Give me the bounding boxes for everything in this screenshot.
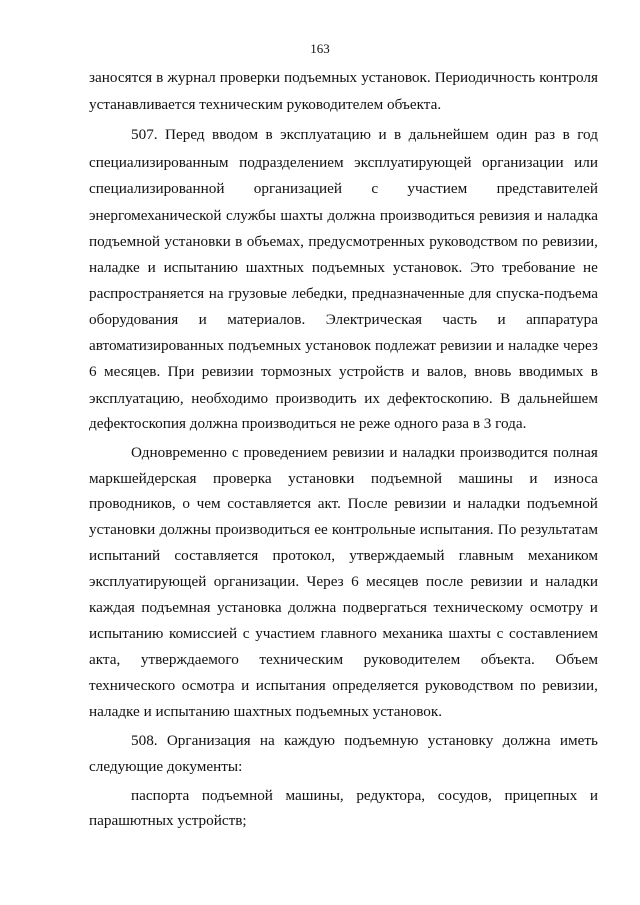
text-word: дальнейшем bbox=[517, 390, 598, 407]
text-word: аппаратура bbox=[526, 311, 598, 328]
text-word: каждая bbox=[89, 599, 135, 616]
text-word: В bbox=[500, 390, 511, 407]
text-word: организации. bbox=[213, 573, 300, 590]
text-word: о bbox=[182, 495, 190, 512]
text-word: наладке bbox=[89, 259, 140, 276]
text-word: установку bbox=[427, 732, 494, 749]
text-line bbox=[89, 811, 598, 831]
text-word: вновь bbox=[474, 363, 512, 380]
text-line bbox=[89, 546, 598, 566]
text-word: требование bbox=[502, 259, 576, 276]
text-word: техническим bbox=[259, 651, 344, 668]
text-word: и bbox=[529, 470, 538, 487]
text-word: прицепных bbox=[504, 787, 578, 804]
text-line bbox=[89, 469, 598, 489]
text-word: сосудов, bbox=[437, 787, 492, 804]
text-word: проверка bbox=[212, 470, 272, 487]
text-word: производить bbox=[275, 390, 357, 407]
text-word: По bbox=[497, 521, 517, 538]
text-word: определяется bbox=[332, 677, 419, 694]
text-word: технического bbox=[89, 677, 176, 694]
text-word: объемах, bbox=[246, 233, 304, 250]
text-word: утверждаемый bbox=[349, 547, 445, 564]
text-word: Электрическая bbox=[325, 311, 422, 328]
text-line bbox=[89, 757, 598, 777]
text-word: проведением bbox=[243, 444, 328, 461]
text-word: дефектоскопия должна производиться не реже одного раза в 3 года. bbox=[89, 415, 527, 432]
text-word: шахты bbox=[448, 625, 492, 642]
text-word: ревизии bbox=[394, 495, 447, 512]
text-line bbox=[131, 125, 598, 145]
text-word: тормозных bbox=[261, 363, 332, 380]
text-line bbox=[131, 786, 598, 806]
text-word: утверждаемого bbox=[140, 651, 239, 668]
text-word: испытанию bbox=[89, 625, 164, 642]
text-line bbox=[89, 206, 598, 226]
text-word: ее bbox=[314, 521, 328, 538]
page-number: 163 bbox=[310, 41, 330, 56]
text-word: испытания bbox=[255, 677, 326, 694]
text-word: акта, bbox=[89, 651, 121, 668]
text-word: руководством bbox=[424, 677, 514, 694]
text-word: 6 bbox=[351, 573, 359, 590]
text-word: При bbox=[167, 363, 195, 380]
text-word: с bbox=[496, 625, 504, 642]
text-word: установок. bbox=[361, 69, 431, 86]
text-word: должны bbox=[159, 521, 212, 538]
text-word: с bbox=[242, 625, 250, 642]
text-word: Периодичность bbox=[434, 69, 536, 86]
text-word: Через bbox=[306, 573, 344, 590]
text-word: и bbox=[529, 573, 538, 590]
text-word: протокол, bbox=[272, 547, 335, 564]
text-word: организацией bbox=[253, 180, 343, 197]
text-word: ревизии bbox=[201, 363, 254, 380]
text-word: установки bbox=[288, 470, 355, 487]
text-line bbox=[89, 95, 598, 115]
text-word: в bbox=[235, 233, 243, 250]
text-word: парашютных устройств; bbox=[89, 812, 247, 829]
text-line bbox=[89, 68, 598, 88]
text-word: на bbox=[208, 285, 224, 302]
text-word: установки bbox=[164, 233, 231, 250]
text-word: 507. bbox=[131, 126, 158, 143]
text-word: месяцев bbox=[366, 573, 419, 590]
text-word: спуска-подъема bbox=[495, 285, 598, 302]
text-word: по bbox=[519, 677, 536, 694]
text-word: руководителем bbox=[363, 651, 461, 668]
text-word: установка bbox=[216, 599, 282, 616]
text-word: техническому bbox=[433, 599, 524, 616]
text-line bbox=[89, 336, 598, 356]
text-line bbox=[89, 624, 598, 644]
text-word: осмотру bbox=[529, 599, 584, 616]
text-line bbox=[89, 702, 598, 722]
text-word: должна bbox=[327, 207, 376, 224]
text-line bbox=[89, 389, 598, 409]
text-word: износа bbox=[554, 470, 598, 487]
text-word: акт. bbox=[317, 495, 341, 512]
text-word: предназначенные bbox=[351, 285, 465, 302]
text-word: установки bbox=[89, 521, 156, 538]
text-word: машины, bbox=[285, 787, 344, 804]
text-word: подлежат bbox=[375, 337, 436, 354]
text-word: установок bbox=[305, 337, 371, 354]
text-word: подъемной bbox=[526, 495, 598, 512]
text-word: установок. bbox=[392, 259, 463, 276]
text-word: проводников, bbox=[89, 495, 176, 512]
text-word: с bbox=[231, 444, 239, 461]
text-word: главным bbox=[458, 547, 514, 564]
text-word: механиком bbox=[527, 547, 598, 564]
text-word: наладки bbox=[545, 573, 598, 590]
text-word: грузовые bbox=[228, 285, 288, 302]
text-word: вводом bbox=[212, 126, 259, 143]
text-word: Объем bbox=[555, 651, 598, 668]
text-word: ревизии, bbox=[542, 677, 598, 694]
text-word: шахты bbox=[280, 207, 323, 224]
text-word: наладка bbox=[547, 207, 598, 224]
text-word: подъемных bbox=[311, 259, 385, 276]
text-word: После bbox=[347, 495, 388, 512]
text-word: оборудования bbox=[89, 311, 179, 328]
text-word: в bbox=[562, 126, 570, 143]
text-line bbox=[89, 676, 598, 696]
text-word: эксплуатацию, bbox=[89, 390, 184, 407]
text-word: контроля bbox=[539, 69, 598, 86]
text-word: участием bbox=[407, 180, 468, 197]
text-word: ревизия bbox=[479, 207, 530, 224]
text-line bbox=[131, 731, 598, 751]
text-word: шахтных bbox=[245, 259, 305, 276]
text-word: эксплуатирующей bbox=[89, 573, 207, 590]
text-word: дефектоскопию. bbox=[387, 390, 493, 407]
text-word: устройств bbox=[338, 363, 404, 380]
text-word: и bbox=[147, 259, 156, 276]
text-word: и bbox=[378, 126, 387, 143]
text-line bbox=[89, 284, 598, 304]
text-word: или bbox=[574, 154, 598, 171]
text-word: организации bbox=[482, 154, 564, 171]
text-word: чем bbox=[196, 495, 221, 512]
text-word: один bbox=[496, 126, 528, 143]
text-line bbox=[89, 153, 598, 173]
text-word: год bbox=[577, 126, 598, 143]
text-word: должна bbox=[502, 732, 551, 749]
text-word: руководством bbox=[429, 233, 518, 250]
text-word: составляется bbox=[227, 495, 312, 512]
text-word: и bbox=[589, 787, 598, 804]
text-word: иметь bbox=[559, 732, 598, 749]
text-word: лебедки, bbox=[291, 285, 348, 302]
text-word: ревизии bbox=[332, 444, 385, 461]
text-word: подъемную bbox=[344, 732, 419, 749]
text-word: каждую bbox=[283, 732, 335, 749]
text-line bbox=[131, 443, 598, 463]
text-line bbox=[89, 520, 598, 540]
text-line bbox=[89, 414, 598, 434]
text-word: и bbox=[411, 363, 420, 380]
text-word: ревизии bbox=[470, 573, 523, 590]
text-word: полная bbox=[552, 444, 598, 461]
text-word: главного bbox=[320, 625, 377, 642]
text-word: машины bbox=[458, 470, 513, 487]
text-word: материалов. bbox=[227, 311, 306, 328]
text-word: в bbox=[590, 363, 598, 380]
text-word: устанавливается техническим руководителем объекта. bbox=[89, 96, 442, 113]
text-word: механика bbox=[382, 625, 443, 642]
text-word: осмотра bbox=[181, 677, 235, 694]
text-word: с bbox=[371, 180, 379, 197]
text-line bbox=[89, 179, 598, 199]
text-word: после bbox=[425, 573, 464, 590]
text-line bbox=[89, 494, 598, 514]
text-word: валов, bbox=[426, 363, 467, 380]
text-word: раз bbox=[534, 126, 556, 143]
text-word: наладки bbox=[402, 444, 455, 461]
text-word: Одновременно bbox=[131, 444, 227, 461]
text-word: маркшейдерская bbox=[89, 470, 197, 487]
text-word: заносятся bbox=[89, 69, 153, 86]
text-word: дальнейшем bbox=[408, 126, 489, 143]
text-word: подвергаться bbox=[342, 599, 428, 616]
text-word: 508. bbox=[131, 732, 158, 749]
text-word: наладке bbox=[508, 337, 559, 354]
text-word: ревизии, bbox=[542, 233, 598, 250]
text-word: и bbox=[198, 311, 207, 328]
text-word: контрольные bbox=[331, 521, 416, 538]
text-word: в bbox=[156, 69, 164, 86]
text-line bbox=[89, 650, 598, 670]
text-word: подъемной bbox=[370, 470, 442, 487]
text-word: подъемной bbox=[201, 787, 273, 804]
text-word: 6 bbox=[89, 363, 97, 380]
text-word: и bbox=[495, 337, 505, 354]
text-word: и bbox=[589, 599, 598, 616]
text-word: эксплуатирующей bbox=[354, 154, 472, 171]
text-word: и bbox=[497, 311, 506, 328]
text-word: наладки bbox=[467, 495, 521, 512]
text-word: вводимых bbox=[518, 363, 584, 380]
text-word: Организация bbox=[166, 732, 251, 749]
text-word: ревизии bbox=[439, 337, 492, 354]
text-word: должна bbox=[288, 599, 337, 616]
text-word: производиться bbox=[379, 207, 475, 224]
text-word: составлением bbox=[509, 625, 598, 642]
text-word: на bbox=[259, 732, 275, 749]
text-word: необходимо bbox=[191, 390, 269, 407]
text-word: производиться bbox=[215, 521, 311, 538]
text-word: автоматизированных bbox=[89, 337, 224, 354]
text-word: их bbox=[364, 390, 380, 407]
text-word: участием bbox=[255, 625, 316, 642]
text-word: объекта. bbox=[480, 651, 535, 668]
text-word: испытанию bbox=[163, 259, 238, 276]
text-word: через bbox=[563, 337, 598, 354]
text-word: испытаний bbox=[89, 547, 161, 564]
text-word: Это bbox=[470, 259, 495, 276]
text-word: следующие документы: bbox=[89, 758, 243, 775]
text-word: для bbox=[469, 285, 492, 302]
text-word: специализированным bbox=[89, 154, 229, 171]
text-word: подъемных bbox=[228, 337, 302, 354]
text-word: наладке и испытанию шахтных подъемных установок. bbox=[89, 703, 443, 720]
text-line bbox=[89, 572, 598, 592]
text-line bbox=[89, 232, 598, 252]
text-word: специализированной bbox=[89, 180, 225, 197]
text-word: подъемной bbox=[89, 233, 161, 250]
text-word: и bbox=[389, 444, 398, 461]
text-word: эксплуатацию bbox=[280, 126, 371, 143]
text-word: редуктора, bbox=[356, 787, 426, 804]
text-word: представителей bbox=[496, 180, 598, 197]
text-word: часть bbox=[442, 311, 478, 328]
text-line bbox=[89, 598, 598, 618]
text-word: паспорта bbox=[131, 787, 190, 804]
text-word: комиссией bbox=[169, 625, 238, 642]
text-word: производится bbox=[459, 444, 548, 461]
text-word: подразделением bbox=[239, 154, 344, 171]
text-word: составляется bbox=[174, 547, 259, 564]
text-word: распространяется bbox=[89, 285, 205, 302]
text-line bbox=[89, 362, 598, 382]
text-word: и bbox=[452, 495, 461, 512]
text-line bbox=[89, 258, 598, 278]
text-word: предусмотренных bbox=[308, 233, 425, 250]
text-word: по bbox=[522, 233, 538, 250]
text-word: подъемных bbox=[284, 69, 358, 86]
text-word: в bbox=[265, 126, 273, 143]
text-line bbox=[89, 310, 598, 330]
text-word: результатам bbox=[520, 521, 598, 538]
text-word: службы bbox=[225, 207, 276, 224]
text-word: Перед bbox=[165, 126, 205, 143]
text-word: месяцев. bbox=[103, 363, 161, 380]
text-word: в bbox=[394, 126, 402, 143]
text-word: и bbox=[534, 207, 543, 224]
text-word: не bbox=[583, 259, 598, 276]
text-word: энергомеханической bbox=[89, 207, 222, 224]
text-word: испытания. bbox=[419, 521, 494, 538]
text-word: подъемная bbox=[141, 599, 211, 616]
text-word: журнал bbox=[167, 69, 216, 86]
text-word: и bbox=[241, 677, 250, 694]
text-word: проверки bbox=[219, 69, 280, 86]
